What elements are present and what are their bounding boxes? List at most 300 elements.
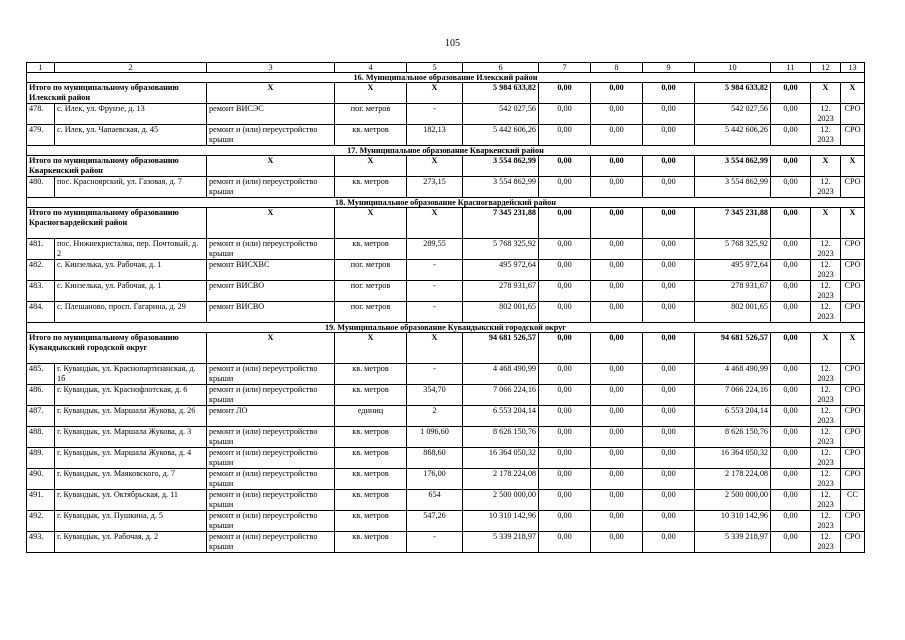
total-col-11: 0,00	[771, 208, 811, 239]
deadline: 12. 2023	[811, 490, 841, 511]
cost: 6 553 204,14	[463, 406, 539, 427]
table-row	[27, 406, 865, 427]
table-row	[27, 532, 865, 553]
quantity: 654	[407, 490, 463, 511]
table-row	[27, 469, 865, 490]
col-7: 0,00	[539, 125, 591, 146]
col-8: 0,00	[591, 532, 643, 553]
col-8: 0,00	[591, 302, 643, 323]
column-header-11: 11	[771, 63, 811, 73]
col-11: 0,00	[771, 448, 811, 469]
col-7: 0,00	[539, 406, 591, 427]
quantity: -	[407, 532, 463, 553]
funding-source: СРО	[841, 511, 865, 532]
cost: 16 364 050,32	[463, 448, 539, 469]
quantity: 182,13	[407, 125, 463, 146]
section-header-row	[27, 323, 865, 333]
total-col-3: X	[207, 156, 335, 177]
col-7: 0,00	[539, 281, 591, 302]
table-row	[27, 104, 865, 125]
deadline: 12. 2023	[811, 532, 841, 553]
work-type: ремонт и (или) переустройство крыши	[207, 448, 335, 469]
total-col-4: X	[335, 208, 407, 239]
row-number: 478.	[27, 104, 55, 125]
col-7: 0,00	[539, 532, 591, 553]
col-7: 0,00	[539, 177, 591, 198]
col-9: 0,00	[643, 125, 695, 146]
col-11: 0,00	[771, 427, 811, 448]
section-header-row	[27, 146, 865, 156]
col-10: 495 972,64	[695, 260, 771, 281]
col-10: 16 364 050,32	[695, 448, 771, 469]
quantity: -	[407, 281, 463, 302]
col-8: 0,00	[591, 511, 643, 532]
col-11: 0,00	[771, 511, 811, 532]
col-11: 0,00	[771, 281, 811, 302]
address: г. Кувандык, ул. Рабочая, д. 2	[55, 532, 207, 553]
total-col-12: X	[811, 156, 841, 177]
funding-source: СРО	[841, 406, 865, 427]
section-header-row	[27, 73, 865, 83]
total-col-7: 0,00	[539, 83, 591, 104]
column-header-13: 13	[841, 63, 865, 73]
col-7: 0,00	[539, 427, 591, 448]
section-header-row	[27, 198, 865, 208]
cost: 495 972,64	[463, 260, 539, 281]
col-10: 10 310 142,96	[695, 511, 771, 532]
unit: кв. метров	[335, 490, 407, 511]
cost: 3 554 862,99	[463, 177, 539, 198]
row-number: 480.	[27, 177, 55, 198]
total-col-10: 94 681 526,57	[695, 333, 771, 364]
deadline: 12. 2023	[811, 406, 841, 427]
total-col-8: 0,00	[591, 333, 643, 364]
col-11: 0,00	[771, 260, 811, 281]
work-type: ремонт и (или) переустройство крыши	[207, 511, 335, 532]
unit: пог. метров	[335, 281, 407, 302]
funding-source: СРО	[841, 448, 865, 469]
quantity: -	[407, 104, 463, 125]
address: г. Кувандык, ул. Краснопартизанская, д. 1б	[55, 364, 207, 385]
work-type: ремонт и (или) переустройство крыши	[207, 125, 335, 146]
column-header-5: 5	[407, 63, 463, 73]
funding-source: СРО	[841, 125, 865, 146]
col-7: 0,00	[539, 104, 591, 125]
registry-table	[26, 62, 865, 553]
total-col-8: 0,00	[591, 83, 643, 104]
funding-source: СРО	[841, 532, 865, 553]
row-number: 483.	[27, 281, 55, 302]
quantity: 547,26	[407, 511, 463, 532]
total-col-3: X	[207, 83, 335, 104]
deadline: 12. 2023	[811, 385, 841, 406]
total-col-13: X	[841, 83, 865, 104]
section-total-row	[27, 83, 865, 104]
unit: кв. метров	[335, 385, 407, 406]
unit: кв. метров	[335, 532, 407, 553]
work-type: ремонт и (или) переустройство крыши	[207, 239, 335, 260]
col-7: 0,00	[539, 385, 591, 406]
total-col-12: X	[811, 208, 841, 239]
work-type: ремонт ВИСВО	[207, 281, 335, 302]
col-8: 0,00	[591, 427, 643, 448]
deadline: 12. 2023	[811, 239, 841, 260]
quantity: -	[407, 260, 463, 281]
unit: кв. метров	[335, 239, 407, 260]
total-col-11: 0,00	[771, 333, 811, 364]
quantity: 354,70	[407, 385, 463, 406]
total-col-5: X	[407, 83, 463, 104]
col-9: 0,00	[643, 239, 695, 260]
total-col-5: X	[407, 208, 463, 239]
work-type: ремонт ЛО	[207, 406, 335, 427]
col-9: 0,00	[643, 532, 695, 553]
col-11: 0,00	[771, 406, 811, 427]
cost: 802 001,65	[463, 302, 539, 323]
table-row	[27, 511, 865, 532]
deadline: 12. 2023	[811, 260, 841, 281]
work-type: ремонт и (или) переустройство крыши	[207, 490, 335, 511]
col-10: 4 468 490,99	[695, 364, 771, 385]
total-col-11: 0,00	[771, 156, 811, 177]
cost: 542 027,56	[463, 104, 539, 125]
deadline: 12. 2023	[811, 104, 841, 125]
deadline: 12. 2023	[811, 427, 841, 448]
total-cost: 7 345 231,88	[463, 208, 539, 239]
col-10: 5 442 606,26	[695, 125, 771, 146]
deadline: 12. 2023	[811, 448, 841, 469]
total-col-13: X	[841, 156, 865, 177]
unit: пог. метров	[335, 302, 407, 323]
col-10: 3 554 862,99	[695, 177, 771, 198]
total-col-3: X	[207, 333, 335, 364]
section-title: 17. Муниципальное образование Кваркенский район	[27, 146, 865, 156]
work-type: ремонт и (или) переустройство крыши	[207, 427, 335, 448]
col-9: 0,00	[643, 406, 695, 427]
col-8: 0,00	[591, 177, 643, 198]
col-10: 278 931,67	[695, 281, 771, 302]
table-row	[27, 177, 865, 198]
total-cost: 3 554 862,99	[463, 156, 539, 177]
quantity: 1 096,60	[407, 427, 463, 448]
col-8: 0,00	[591, 469, 643, 490]
unit: кв. метров	[335, 177, 407, 198]
total-label: Итого по муниципальному образованию Илекский район	[27, 83, 207, 104]
address: с. Илек, ул. Чапаевская, д. 45	[55, 125, 207, 146]
col-9: 0,00	[643, 469, 695, 490]
col-11: 0,00	[771, 239, 811, 260]
section-total-row	[27, 333, 865, 364]
work-type: ремонт ВИСВО	[207, 302, 335, 323]
col-8: 0,00	[591, 406, 643, 427]
total-cost: 5 984 633,82	[463, 83, 539, 104]
funding-source: СС	[841, 490, 865, 511]
table-row	[27, 364, 865, 385]
table-row	[27, 125, 865, 146]
row-number: 490.	[27, 469, 55, 490]
col-8: 0,00	[591, 385, 643, 406]
col-8: 0,00	[591, 239, 643, 260]
total-col-11: 0,00	[771, 83, 811, 104]
funding-source: СРО	[841, 427, 865, 448]
row-number: 489.	[27, 448, 55, 469]
funding-source: СРО	[841, 302, 865, 323]
total-col-10: 7 345 231,88	[695, 208, 771, 239]
address: г. Кувандык, ул. Маршала Жукова, д. 4	[55, 448, 207, 469]
col-9: 0,00	[643, 260, 695, 281]
total-col-13: X	[841, 333, 865, 364]
address: г. Кувандык, ул. Маяковского, д. 7	[55, 469, 207, 490]
col-10: 7 066 224,16	[695, 385, 771, 406]
address: г. Кувандык, ул. Краснофлотская, д. 6	[55, 385, 207, 406]
table-row	[27, 385, 865, 406]
work-type: ремонт и (или) переустройство крыши	[207, 532, 335, 553]
table-body	[27, 63, 865, 553]
total-col-5: X	[407, 156, 463, 177]
total-label: Итого по муниципальному образованию Кваркенский район	[27, 156, 207, 177]
column-header-9: 9	[643, 63, 695, 73]
col-9: 0,00	[643, 448, 695, 469]
cost: 5 768 325,92	[463, 239, 539, 260]
col-9: 0,00	[643, 427, 695, 448]
total-col-13: X	[841, 208, 865, 239]
col-11: 0,00	[771, 385, 811, 406]
col-7: 0,00	[539, 490, 591, 511]
col-7: 0,00	[539, 511, 591, 532]
col-10: 5 768 325,92	[695, 239, 771, 260]
cost: 7 066 224,16	[463, 385, 539, 406]
total-cost: 94 681 526,57	[463, 333, 539, 364]
cost: 2 500 000,00	[463, 490, 539, 511]
col-10: 2 500 000,00	[695, 490, 771, 511]
funding-source: СРО	[841, 104, 865, 125]
col-9: 0,00	[643, 490, 695, 511]
work-type: ремонт ВИСХВС	[207, 260, 335, 281]
column-header-10: 10	[695, 63, 771, 73]
quantity: -	[407, 364, 463, 385]
total-col-8: 0,00	[591, 208, 643, 239]
col-9: 0,00	[643, 281, 695, 302]
col-8: 0,00	[591, 104, 643, 125]
row-number: 492.	[27, 511, 55, 532]
unit: кв. метров	[335, 469, 407, 490]
cost: 8 626 150,76	[463, 427, 539, 448]
quantity: -	[407, 302, 463, 323]
row-number: 487.	[27, 406, 55, 427]
total-col-10: 3 554 862,99	[695, 156, 771, 177]
col-8: 0,00	[591, 490, 643, 511]
total-col-10: 5 984 633,82	[695, 83, 771, 104]
section-title: 19. Муниципальное образование Кувандыкский городской округ	[27, 323, 865, 333]
unit: кв. метров	[335, 448, 407, 469]
column-header-4: 4	[335, 63, 407, 73]
total-col-9: 0,00	[643, 156, 695, 177]
column-header-7: 7	[539, 63, 591, 73]
work-type: ремонт и (или) переустройство крыши	[207, 385, 335, 406]
address: с. Илек, ул. Фрунзе, д. 13	[55, 104, 207, 125]
total-col-9: 0,00	[643, 83, 695, 104]
deadline: 12. 2023	[811, 125, 841, 146]
col-9: 0,00	[643, 385, 695, 406]
quantity: 2	[407, 406, 463, 427]
funding-source: СРО	[841, 260, 865, 281]
col-8: 0,00	[591, 125, 643, 146]
col-8: 0,00	[591, 448, 643, 469]
total-col-3: X	[207, 208, 335, 239]
col-10: 802 001,65	[695, 302, 771, 323]
col-11: 0,00	[771, 177, 811, 198]
col-10: 5 339 218,97	[695, 532, 771, 553]
row-number: 482.	[27, 260, 55, 281]
deadline: 12. 2023	[811, 364, 841, 385]
deadline: 12. 2023	[811, 281, 841, 302]
address: г. Кувандык, ул. Маршала Жукова, д. 26	[55, 406, 207, 427]
row-number: 486.	[27, 385, 55, 406]
total-col-5: X	[407, 333, 463, 364]
column-header-2: 2	[55, 63, 207, 73]
table-row	[27, 427, 865, 448]
quantity: 273,15	[407, 177, 463, 198]
col-11: 0,00	[771, 364, 811, 385]
unit: единиц	[335, 406, 407, 427]
column-header-6: 6	[463, 63, 539, 73]
deadline: 12. 2023	[811, 302, 841, 323]
total-col-4: X	[335, 83, 407, 104]
table-row	[27, 302, 865, 323]
col-11: 0,00	[771, 532, 811, 553]
total-col-12: X	[811, 83, 841, 104]
total-col-12: X	[811, 333, 841, 364]
section-title: 18. Муниципальное образование Красногвардейский район	[27, 198, 865, 208]
funding-source: СРО	[841, 177, 865, 198]
table-row	[27, 239, 865, 260]
table-row	[27, 448, 865, 469]
work-type: ремонт и (или) переустройство крыши	[207, 364, 335, 385]
column-header-3: 3	[207, 63, 335, 73]
work-type: ремонт и (или) переустройство крыши	[207, 469, 335, 490]
col-10: 6 553 204,14	[695, 406, 771, 427]
address: пос. Красноярский, ул. Газовая, д. 7	[55, 177, 207, 198]
col-9: 0,00	[643, 302, 695, 323]
col-11: 0,00	[771, 469, 811, 490]
funding-source: СРО	[841, 469, 865, 490]
col-8: 0,00	[591, 281, 643, 302]
funding-source: СРО	[841, 385, 865, 406]
total-col-8: 0,00	[591, 156, 643, 177]
column-header-row	[27, 63, 865, 73]
col-9: 0,00	[643, 177, 695, 198]
total-col-9: 0,00	[643, 333, 695, 364]
cost: 5 339 218,97	[463, 532, 539, 553]
total-col-7: 0,00	[539, 208, 591, 239]
unit: пог. метров	[335, 260, 407, 281]
col-9: 0,00	[643, 511, 695, 532]
row-number: 484.	[27, 302, 55, 323]
col-11: 0,00	[771, 104, 811, 125]
cost: 278 931,67	[463, 281, 539, 302]
row-number: 488.	[27, 427, 55, 448]
col-7: 0,00	[539, 302, 591, 323]
row-number: 485.	[27, 364, 55, 385]
column-header-8: 8	[591, 63, 643, 73]
table-row	[27, 281, 865, 302]
table-row	[27, 260, 865, 281]
funding-source: СРО	[841, 239, 865, 260]
cost: 2 178 224,08	[463, 469, 539, 490]
row-number: 493.	[27, 532, 55, 553]
total-label: Итого по муниципальному образованию Красногвардейский район	[27, 208, 207, 239]
work-type: ремонт и (или) переустройство крыши	[207, 177, 335, 198]
total-col-4: X	[335, 156, 407, 177]
quantity: 176,00	[407, 469, 463, 490]
unit: кв. метров	[335, 511, 407, 532]
section-total-row	[27, 208, 865, 239]
deadline: 12. 2023	[811, 177, 841, 198]
page-number: 105	[445, 38, 460, 49]
section-total-row	[27, 156, 865, 177]
unit: кв. метров	[335, 427, 407, 448]
address: г. Кувандык, ул. Маршала Жукова, д. 3	[55, 427, 207, 448]
col-7: 0,00	[539, 260, 591, 281]
row-number: 481.	[27, 239, 55, 260]
col-7: 0,00	[539, 469, 591, 490]
col-10: 2 178 224,08	[695, 469, 771, 490]
col-9: 0,00	[643, 104, 695, 125]
col-7: 0,00	[539, 239, 591, 260]
total-col-7: 0,00	[539, 156, 591, 177]
col-9: 0,00	[643, 364, 695, 385]
address: с. Кинзелька, ул. Рабочая, д. 1	[55, 260, 207, 281]
cost: 4 468 490,99	[463, 364, 539, 385]
unit: кв. метров	[335, 125, 407, 146]
address: с. Кинзелька, ул. Рабочая, д. 1	[55, 281, 207, 302]
section-title: 16. Муниципальное образование Илекский район	[27, 73, 865, 83]
col-7: 0,00	[539, 448, 591, 469]
quantity: 868,60	[407, 448, 463, 469]
row-number: 491.	[27, 490, 55, 511]
col-10: 8 626 150,76	[695, 427, 771, 448]
deadline: 12. 2023	[811, 511, 841, 532]
address: г. Кувандык, ул. Октябрьская, д. 11	[55, 490, 207, 511]
address: г. Кувандык, ул. Пушкина, д. 5	[55, 511, 207, 532]
total-col-9: 0,00	[643, 208, 695, 239]
quantity: 289,55	[407, 239, 463, 260]
cost: 5 442 606,26	[463, 125, 539, 146]
unit: кв. метров	[335, 364, 407, 385]
table-row	[27, 490, 865, 511]
row-number: 479.	[27, 125, 55, 146]
total-label: Итого по муниципальному образованию Кувандыкский городской округ	[27, 333, 207, 364]
unit: пог. метров	[335, 104, 407, 125]
funding-source: СРО	[841, 364, 865, 385]
total-col-4: X	[335, 333, 407, 364]
work-type: ремонт ВИСЭС	[207, 104, 335, 125]
col-10: 542 027,56	[695, 104, 771, 125]
address: с. Плешаново, просп. Гагарина, д. 29	[55, 302, 207, 323]
column-header-12: 12	[811, 63, 841, 73]
deadline: 12. 2023	[811, 469, 841, 490]
col-11: 0,00	[771, 490, 811, 511]
column-header-1: 1	[27, 63, 55, 73]
col-8: 0,00	[591, 364, 643, 385]
col-7: 0,00	[539, 364, 591, 385]
col-8: 0,00	[591, 260, 643, 281]
cost: 10 310 142,96	[463, 511, 539, 532]
col-11: 0,00	[771, 302, 811, 323]
address: пос. Нижнекристалка, пер. Почтовый, д. 2	[55, 239, 207, 260]
total-col-7: 0,00	[539, 333, 591, 364]
col-11: 0,00	[771, 125, 811, 146]
